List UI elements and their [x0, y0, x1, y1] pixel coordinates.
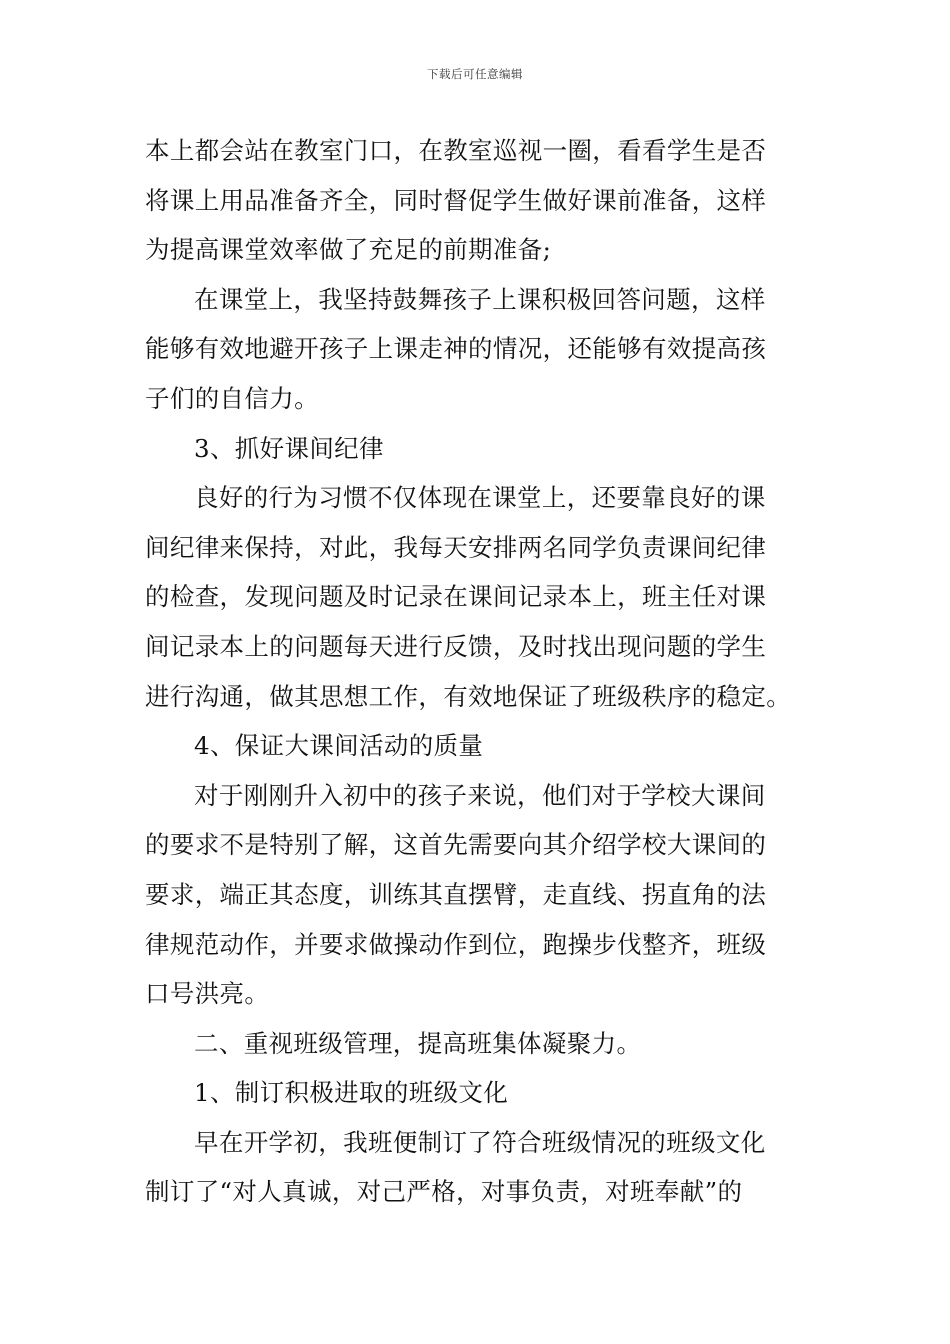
text-line: 为提高课堂效率做了充足的前期准备;	[145, 235, 552, 265]
text-line: 的检查，发现问题及时记录在课间记录本上，班主任对课	[145, 582, 767, 612]
section-heading: 1、制订积极进取的班级文化	[194, 1078, 509, 1108]
text-line: 进行沟通，做其思想工作，有效地保证了班级秩序的稳定。	[145, 681, 792, 711]
text-line: 良好的行为习惯不仅体现在课堂上，还要靠良好的课	[194, 483, 766, 513]
page-header: 下载后可任意编辑	[427, 67, 523, 81]
text-line: 间记录本上的问题每天进行反馈，及时找出现问题的学生	[145, 631, 767, 661]
text-line: 早在开学初，我班便制订了符合班级情况的班级文化	[194, 1127, 766, 1157]
text-line: 律规范动作，并要求做操动作到位，跑操步伐整齐，班级	[145, 929, 767, 959]
text-line: 在课堂上，我坚持鼓舞孩子上课积极回答问题，这样	[194, 284, 766, 314]
text-line: 能够有效地避开孩子上课走神的情况，还能够有效提高孩	[145, 334, 767, 364]
text-line: 对于刚刚升入初中的孩子来说，他们对于学校大课间	[194, 780, 766, 810]
text-line: 本上都会站在教室门口，在教室巡视一圈，看看学生是否	[145, 136, 767, 165]
text-line: 间纪律来保持，对此，我每天安排两名同学负责课间纪律	[145, 532, 767, 562]
text-line: 将课上用品准备齐全，同时督促学生做好课前准备，这样	[145, 185, 767, 215]
text-line: 口号洪亮。	[145, 979, 270, 1009]
section-heading: 3、抓好课间纪律	[194, 433, 384, 463]
document-body	[145, 126, 805, 1217]
text-line: 子们的自信力。	[145, 383, 319, 413]
text-line: 制订了“对人真诚，对己严格，对事负责，对班奉献”的	[145, 1177, 743, 1207]
section-heading: 二、重视班级管理，提高班集体凝聚力。	[194, 1028, 642, 1058]
text-line: 要求，端正其态度，训练其直摆臂，走直线、拐直角的法	[145, 879, 767, 909]
text-line: 的要求不是特别了解，这首先需要向其介绍学校大课间的	[145, 830, 767, 860]
section-heading: 4、保证大课间活动的质量	[194, 731, 484, 761]
